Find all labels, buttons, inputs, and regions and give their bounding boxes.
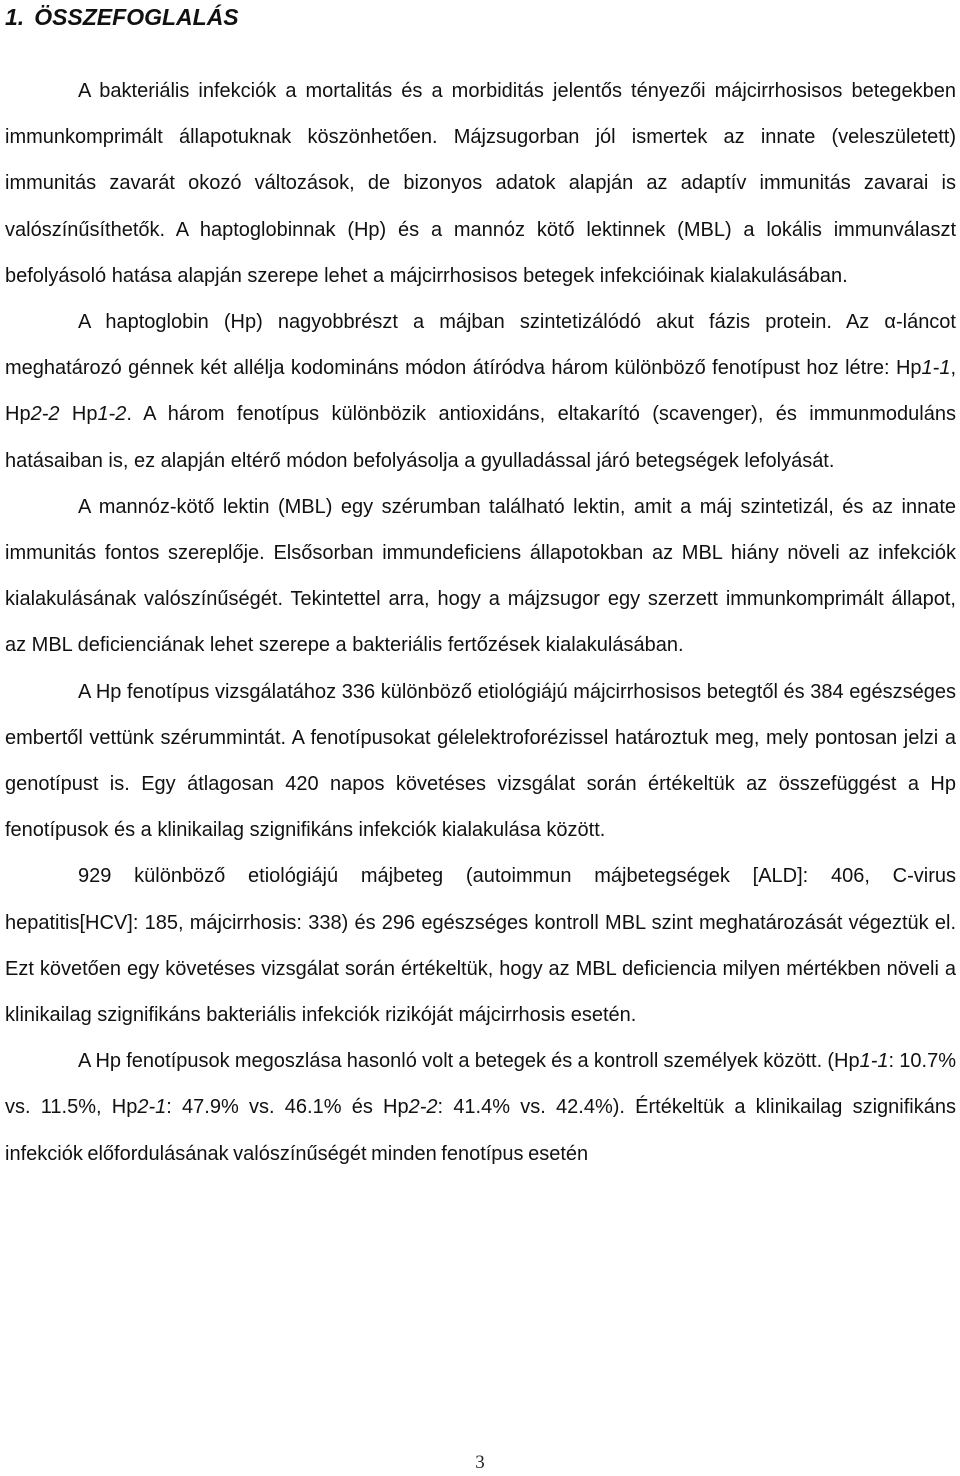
paragraph-haptoglobin xyxy=(5,299,956,484)
phenotype-label: 1-1 xyxy=(859,1050,889,1073)
paragraph-mbl-methods: 929 különböző etiológiájú májbeteg (autoimmun májbetegségek [ALD]: 406, C-virus hepatitis[HCV]: 185, májcirrhosis: 338) és 296 egészséges kontroll MBL szint meghatározását végeztük el. Ezt követően egy követéses vizsgálat során értékeltük, hogy az MBL deficiencia milyen mértékben növeli a klinikailag szignifikáns bakteriális infekciók rizikóját májcirrhosis esetén. xyxy=(5,865,956,1027)
paragraph-text: : 41.4% vs. 42.4%). Értékeltük a klinikailag szignifikáns infekciók előfordulásának valószínűségét minden fenotípus esetén xyxy=(5,1096,956,1165)
paragraph-text: : 10.7% vs. 11.5%, Hp xyxy=(5,1050,957,1119)
paragraph-text: Hp xyxy=(59,403,98,426)
paragraph-hp-methods: A Hp fenotípus vizsgálatához 336 különböző etiológiájú májcirrhosisos betegtől és 384 egészséges embertől vettünk szérummintát. A fenotípusokat gélelektroforézissel határoztuk meg, mely pontosan jelzi a genotípust is. Egy átlagosan 420 napos követéses vizsgálat során értékeltük az összefüggést a Hp fenotípusok és a klinikailag szignifikáns infekciók kialakulása között. xyxy=(5,680,956,842)
section-heading xyxy=(5,0,956,33)
paragraph-text: : 47.9% vs. 46.1% és Hp xyxy=(166,1096,409,1119)
paragraph-text: A Hp fenotípusok megoszlása hasonló volt a betegek és a kontroll személyek között. (Hp xyxy=(78,1050,860,1073)
section-number: 1. xyxy=(5,4,25,30)
document-page xyxy=(5,0,956,1177)
paragraph-text: . A három fenotípus különbözik antioxidáns, eltakarító (scavenger), és immunmoduláns hatásaiban is, ez alapján eltérő módon befolyásolja a gyulladással járó betegségek lefolyását. xyxy=(5,403,956,472)
paragraph-text: , Hp xyxy=(5,357,956,426)
paragraph-intro: A bakteriális infekciók a mortalitás és a morbiditás jelentős tényezői májcirrhosisos betegekben immunkomprimált állapotuknak köszönhetően. Májzsugorban jól ismertek az innate (veleszületett) immunitás zavarát okozó változások, de bizonyos adatok alapján az adaptív immunitás zavarai is valószínűsíthetők. A haptoglobinnak (Hp) és a mannóz kötő lektinnek (MBL) a lokális immunválaszt befolyásoló hatása alapján szerepe lehet a májcirrhosisos betegek infekcióinak kialakulásában. xyxy=(5,80,956,287)
phenotype-label: 2-1 xyxy=(137,1096,167,1119)
page-number: 3 xyxy=(475,1452,485,1473)
phenotype-label: 1-1 xyxy=(921,357,951,380)
section-title: ÖSSZEFOGLALÁS xyxy=(34,4,239,30)
paragraph-mbl: A mannóz-kötő lektin (MBL) egy szérumban található lektin, amit a máj szintetizál, és az innate immunitás fontos szereplője. Elsősorban immundeficiens állapotokban az MBL hiány növeli az infekciók kialakulásának valószínűségét. Tekintettel arra, hogy a májzsugor egy szerzett immunkomprimált állapot, az MBL deficienciának lehet szerepe a bakteriális fertőzések kialakulásában. xyxy=(5,495,956,657)
phenotype-label: 1-2 xyxy=(97,403,127,426)
phenotype-label: 2-2 xyxy=(30,403,60,426)
paragraph-text: A haptoglobin (Hp) nagyobbrészt a májban szintetizálódó akut fázis protein. Az α-láncot meghatározó génnek két allélja kodomináns módon átíródva három különböző fenotípust hoz létre: Hp xyxy=(5,311,956,380)
paragraph-results xyxy=(5,1038,956,1177)
phenotype-label: 2-2 xyxy=(408,1096,438,1119)
